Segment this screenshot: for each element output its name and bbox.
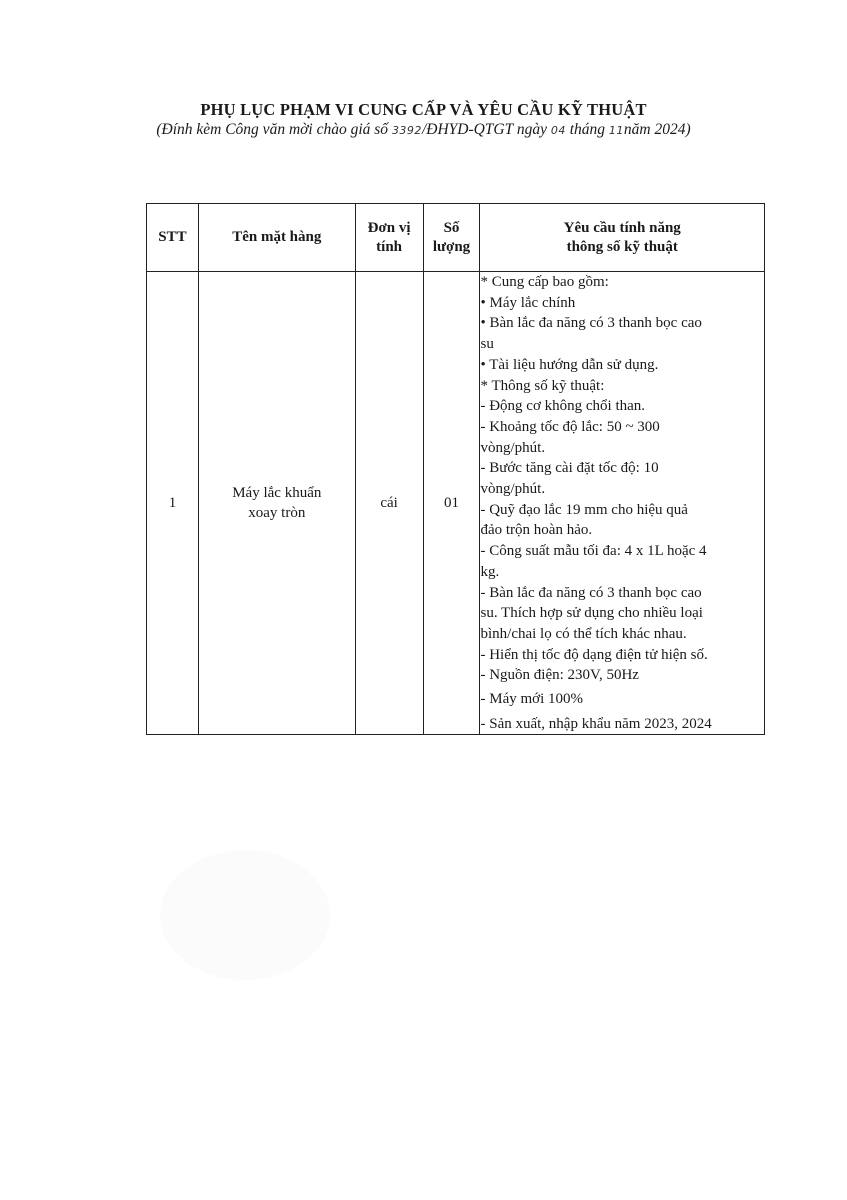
spec-line: - Hiển thị tốc độ dạng điện tử hiện số.: [480, 646, 708, 663]
header-qty-line2: lượng: [432, 238, 471, 255]
page-subtitle: [0, 121, 847, 139]
spec-line: kg.: [480, 563, 500, 580]
spec-line: - Khoảng tốc độ lắc: 50 ~ 300: [480, 418, 660, 435]
spec-line: - Sản xuất, nhập khẩu năm 2023, 2024: [480, 715, 712, 732]
spec-line: bình/chai lọ có thể tích khác nhau.: [480, 625, 687, 642]
header-unit-line2: tính: [376, 238, 403, 255]
spec-table: [146, 203, 765, 735]
subtitle-suffix: năm 2024): [623, 121, 691, 138]
spec-line: su. Thích hợp sử dụng cho nhiều loại: [480, 605, 703, 622]
header-specs: [480, 204, 765, 272]
subtitle-mid: /ĐHYD-QTGT ngày: [421, 121, 551, 138]
spec-line: * Thông số kỹ thuật:: [480, 377, 605, 394]
handwritten-month: 11: [608, 124, 624, 137]
spec-line: • Tài liệu hướng dẫn sử dụng.: [480, 356, 659, 373]
header-spec-line1: Yêu cầu tính năng: [563, 219, 681, 236]
handwritten-day: 04: [550, 124, 566, 137]
header-unit: [355, 204, 423, 272]
spec-line: vòng/phút.: [480, 439, 546, 456]
spec-line: đảo trộn hoàn hảo.: [480, 522, 593, 539]
header-spec-line2: thông số kỹ thuật: [566, 238, 678, 255]
subtitle-month: tháng: [565, 121, 609, 138]
cell-item-name: [198, 272, 355, 735]
faint-stamp-mark: [160, 850, 330, 980]
spec-line: - Bước tăng cài đặt tốc độ: 10: [480, 460, 659, 477]
handwritten-doc-number: 3392: [391, 124, 422, 137]
spec-line: • Máy lắc chính: [480, 294, 576, 311]
header-stt: STT: [147, 204, 199, 272]
spec-line: • Bàn lắc đa năng có 3 thanh bọc cao: [480, 315, 702, 332]
header-unit-line1: Đơn vị: [367, 219, 411, 236]
cell-quantity: 01: [423, 272, 480, 735]
cell-unit: cái: [355, 272, 423, 735]
item-name-line1: Máy lắc khuẩn: [232, 485, 322, 502]
header-item-name: Tên mặt hàng: [198, 204, 355, 272]
spec-line: - Nguồn điện: 230V, 50Hz: [480, 667, 639, 684]
spec-line: - Máy mới 100%: [480, 691, 583, 708]
header-qty-line1: Số: [443, 219, 460, 236]
subtitle-prefix: (Đính kèm Công văn mời chào giá số: [156, 121, 392, 138]
spec-line: - Bàn lắc đa năng có 3 thanh bọc cao: [480, 584, 702, 601]
header-quantity: [423, 204, 480, 272]
table-row: [147, 272, 765, 735]
spec-line: su: [480, 336, 494, 353]
table-header-row: [147, 204, 765, 272]
spec-line: - Động cơ không chổi than.: [480, 398, 646, 415]
spec-line: * Cung cấp bao gồm:: [480, 274, 609, 290]
cell-stt: 1: [147, 272, 199, 735]
spec-line: - Công suất mẫu tối đa: 4 x 1L hoặc 4: [480, 543, 707, 560]
item-name-line2: xoay tròn: [248, 505, 306, 522]
spec-line: vòng/phút.: [480, 481, 546, 498]
spec-line: - Quỹ đạo lắc 19 mm cho hiệu quả: [480, 501, 688, 518]
page-title: PHỤ LỤC PHẠM VI CUNG CẤP VÀ YÊU CẦU KỸ THUẬT: [200, 100, 647, 119]
cell-specs: [480, 272, 765, 735]
